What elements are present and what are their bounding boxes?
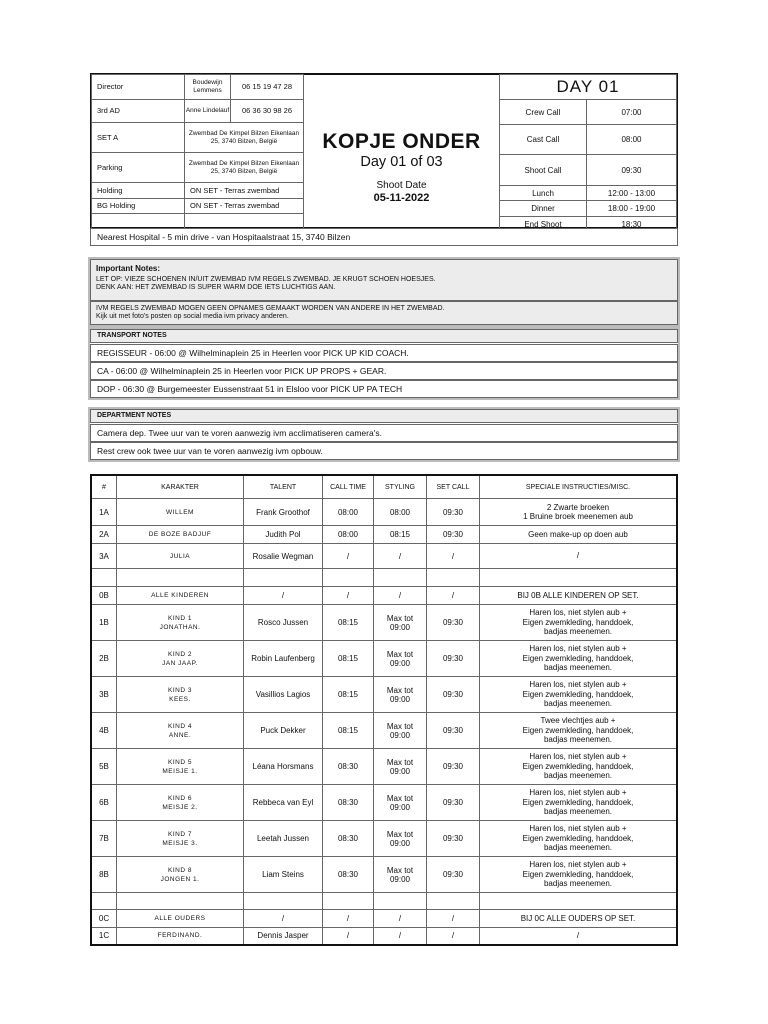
schedule-table [499,74,677,232]
location-value: ON SET - Terras zwembad [185,183,304,199]
contact-row [92,100,304,123]
cast-call-time [323,569,374,587]
cast-call-time: 08:00 [323,526,374,544]
cast-styling: / [374,928,427,945]
contact-phone: 06 15 19 47 28 [231,75,304,100]
cast-talent [244,569,323,587]
cast-character: KIND 1 JONATHAN. [117,605,244,641]
location-value: Zwembad De Kimpel Bilzen Eikenlaan 25, 3740 Bilzen, België [185,153,304,183]
cast-number [91,569,117,587]
important-notes-box-2 [90,301,678,325]
schedule-label: End Shoot [500,217,587,232]
cast-call-time: 08:15 [323,677,374,713]
contact-role: Director [92,75,185,100]
cast-character: KIND 5 MEISJE 1. [117,749,244,785]
cast-number: 2A [91,526,117,544]
title-block [304,74,499,228]
schedule-row [500,125,677,155]
cast-row [91,821,677,857]
cast-styling: Max tot 09:00 [374,677,427,713]
schedule-time: 18:30 [587,217,677,232]
contact-name: Anne Lindelauf [185,100,231,123]
col-header-talent: TALENT [244,475,323,499]
schedule-label: Dinner [500,201,587,217]
cast-header-row [91,475,677,499]
cast-character: JULIA [117,544,244,569]
cast-instructions [480,569,678,587]
cast-character: KIND 4 ANNE. [117,713,244,749]
cast-set-call: 09:30 [427,677,480,713]
cast-instructions: / [480,928,678,945]
production-title: KOPJE ONDER [322,130,481,153]
schedule-label: Cast Call [500,125,587,155]
cast-styling: / [374,910,427,928]
cast-call-time: / [323,928,374,945]
day-label: DAY 01 [500,75,677,100]
cast-character: KIND 7 MEISJE 3. [117,821,244,857]
cast-row [91,785,677,821]
cast-instructions: 2 Zwarte broeken 1 Bruine broek meenemen aub [480,499,678,526]
cast-call-time: 08:15 [323,713,374,749]
cast-row [91,641,677,677]
cast-instructions [480,893,678,910]
cast-instructions: Geen make-up op doen aub [480,526,678,544]
cast-number: 7B [91,821,117,857]
cast-call-time: 08:00 [323,499,374,526]
cast-talent: Rosco Jussen [244,605,323,641]
cast-call-time: 08:30 [323,785,374,821]
cast-talent: / [244,587,323,605]
cast-talent: Frank Groothof [244,499,323,526]
schedule-time: 08:00 [587,125,677,155]
cast-row [91,677,677,713]
cast-row [91,749,677,785]
cast-instructions: BIJ 0B ALLE KINDEREN OP SET. [480,587,678,605]
schedule-time: 09:30 [587,155,677,186]
cast-number: 2B [91,641,117,677]
cast-talent: Rebbeca van Eyl [244,785,323,821]
cast-styling [374,893,427,910]
cast-styling: / [374,587,427,605]
schedule-time: 07:00 [587,100,677,125]
col-header-number: # [91,475,117,499]
cast-character [117,569,244,587]
contact-phone: 06 36 30 98 26 [231,100,304,123]
cast-set-call [427,569,480,587]
cast-talent: / [244,910,323,928]
cast-set-call: 09:30 [427,785,480,821]
cast-call-time: 08:15 [323,641,374,677]
cast-call-time: / [323,910,374,928]
cast-set-call: / [427,544,480,569]
cast-set-call: 09:30 [427,605,480,641]
cast-number: 1C [91,928,117,945]
cast-character: KIND 8 JONGEN 1. [117,857,244,893]
important-note-line: Kijk uit met foto's posten op social media ivm privacy anderen. [96,313,289,320]
important-notes-heading: Important Notes: [96,264,160,273]
cast-row [91,499,677,526]
department-line: Rest crew ook twee uur van te voren aanwezig ivm opbouw. [90,442,678,460]
cast-set-call: / [427,910,480,928]
cast-talent: Rosalie Wegman [244,544,323,569]
cast-character: ALLE OUDERS [117,910,244,928]
schedule-row [500,201,677,217]
shoot-date-label: Shoot Date [376,180,427,191]
cast-set-call: / [427,928,480,945]
cast-number [91,893,117,910]
cast-set-call: 09:30 [427,641,480,677]
location-row [92,183,304,199]
cast-styling [374,569,427,587]
cast-styling: Max tot 09:00 [374,749,427,785]
location-row [92,123,304,153]
schedule-time: 18:00 - 19:00 [587,201,677,217]
cast-instructions: Haren los, niet stylen aub + Eigen zwemkleding, handdoek, badjas meenemen. [480,677,678,713]
cast-call-time: / [323,544,374,569]
contact-name: Boudewijn Lemmens [185,75,231,100]
important-note-line: DENK AAN: HET ZWEMBAD IS SUPER WARM DOE IETS LUCHTIGS AAN. [96,284,336,291]
cast-call-time: / [323,587,374,605]
cast-row [91,569,677,587]
contacts-table [91,74,304,229]
location-value: ON SET - Terras zwembad [185,199,304,214]
cast-number: 6B [91,785,117,821]
col-header-set-call: SET CALL [427,475,480,499]
cast-instructions: Haren los, niet stylen aub + Eigen zwemkleding, handdoek, badjas meenemen. [480,785,678,821]
cast-row [91,526,677,544]
cast-styling: Max tot 09:00 [374,785,427,821]
col-header-instructions: SPECIALE INSTRUCTIES/MISC. [480,475,678,499]
cast-character: ALLE KINDEREN [117,587,244,605]
schedule-time: 12:00 - 13:00 [587,186,677,201]
location-label: Parking [92,153,185,183]
cast-talent: Puck Dekker [244,713,323,749]
cast-talent: Judith Pol [244,526,323,544]
cast-character: WILLEM [117,499,244,526]
cast-instructions: Twee vlechtjes aub + Eigen zwemkleding, handdoek, badjas meenemen. [480,713,678,749]
location-row [92,199,304,214]
cast-styling: Max tot 09:00 [374,821,427,857]
cast-talent: Robin Laufenberg [244,641,323,677]
cast-number: 3A [91,544,117,569]
cast-set-call [427,893,480,910]
cast-table [90,474,678,946]
shoot-date: 05-11-2022 [373,192,430,204]
cast-instructions: Haren los, niet stylen aub + Eigen zwemkleding, handdoek, badjas meenemen. [480,605,678,641]
cast-set-call: 09:30 [427,749,480,785]
cast-row [91,605,677,641]
col-header-character: KARAKTER [117,475,244,499]
location-label: SET A [92,123,185,153]
contact-role: 3rd AD [92,100,185,123]
cast-instructions: BIJ 0C ALLE OUDERS OP SET. [480,910,678,928]
cast-call-time: 08:30 [323,749,374,785]
cast-character: KIND 6 MEISJE 2. [117,785,244,821]
cast-character: DE BOZE BADJUF [117,526,244,544]
contact-row [92,75,304,100]
cast-set-call: 09:30 [427,526,480,544]
important-note-line: LET OP: VIEZE SCHOENEN IN/UIT ZWEMBAD IVM REGELS ZWEMBAD. JE KRUGT SCHOEN HOESJES. [96,276,436,283]
cast-set-call: / [427,587,480,605]
location-label: Holding [92,183,185,199]
cast-character: KIND 2 JAN JAAP. [117,641,244,677]
schedule-row [500,186,677,201]
cast-number: 1A [91,499,117,526]
cast-instructions: / [480,544,678,569]
cast-call-time: 08:15 [323,605,374,641]
cast-call-time: 08:30 [323,821,374,857]
cast-row [91,893,677,910]
cast-number: 3B [91,677,117,713]
cast-character [117,893,244,910]
day-of-label: Day 01 of 03 [360,154,443,170]
cast-character: FERDINAND. [117,928,244,945]
cast-set-call: 09:30 [427,857,480,893]
cast-instructions: Haren los, niet stylen aub + Eigen zwemkleding, handdoek, badjas meenemen. [480,857,678,893]
cast-row [91,928,677,945]
schedule-label: Crew Call [500,100,587,125]
cast-number: 0C [91,910,117,928]
cast-number: 8B [91,857,117,893]
col-header-styling: STYLING [374,475,427,499]
cast-row [91,910,677,928]
cast-styling: / [374,544,427,569]
cast-talent: Vasillios Lagios [244,677,323,713]
department-line: Camera dep. Twee uur van te voren aanwezig ivm acclimatiseren camera's. [90,424,678,442]
cast-styling: 08:00 [374,499,427,526]
cast-styling: Max tot 09:00 [374,857,427,893]
schedule-row [500,155,677,186]
transport-line: DOP - 06:30 @ Burgemeester Eussenstraat 51 in Elsloo voor PICK UP PA TECH [90,380,678,398]
cast-number: 0B [91,587,117,605]
cast-talent: Dennis Jasper [244,928,323,945]
col-header-call-time: CALL TIME [323,475,374,499]
nearest-hospital: Nearest Hospital - 5 min drive - van Hospitaalstraat 15, 3740 Bilzen [90,228,678,246]
important-note-line: IVM REGELS ZWEMBAD MOGEN GEEN OPNAMES GEMAAKT WORDEN VAN ANDERE IN HET ZWEMBAD. [96,305,445,312]
cast-styling: Max tot 09:00 [374,641,427,677]
cast-talent: Leetah Jussen [244,821,323,857]
cast-instructions: Haren los, niet stylen aub + Eigen zwemkleding, handdoek, badjas meenemen. [480,749,678,785]
transport-line: REGISSEUR - 06:00 @ Wilhelminaplein 25 in Heerlen voor PICK UP KID COACH. [90,344,678,362]
schedule-label: Lunch [500,186,587,201]
empty-row [92,214,304,229]
cast-talent: Léana Horsmans [244,749,323,785]
location-label: BG Holding [92,199,185,214]
cast-body [91,499,677,945]
cast-number: 5B [91,749,117,785]
location-row [92,153,304,183]
cast-call-time [323,893,374,910]
cast-row [91,587,677,605]
cast-character: KIND 3 KEES. [117,677,244,713]
cast-set-call: 09:30 [427,821,480,857]
location-value: Zwembad De Kimpel Bilzen Eikenlaan 25, 3740 Bilzen, België [185,123,304,153]
cast-styling: Max tot 09:00 [374,713,427,749]
cast-set-call: 09:30 [427,499,480,526]
cast-number: 4B [91,713,117,749]
schedule-label: Shoot Call [500,155,587,186]
cast-row [91,544,677,569]
cast-talent: Liam Steins [244,857,323,893]
cast-styling: Max tot 09:00 [374,605,427,641]
cast-number: 1B [91,605,117,641]
cast-call-time: 08:30 [323,857,374,893]
cast-styling: 08:15 [374,526,427,544]
cast-row [91,857,677,893]
cast-set-call: 09:30 [427,713,480,749]
schedule-row [500,100,677,125]
transport-line: CA - 06:00 @ Wilhelminaplein 25 in Heerlen voor PICK UP PROPS + GEAR. [90,362,678,380]
cast-instructions: Haren los, niet stylen aub + Eigen zwemkleding, handdoek, badjas meenemen. [480,641,678,677]
important-notes-box [90,259,678,301]
transport-notes-heading: TRANSPORT NOTES [90,329,678,343]
cast-row [91,713,677,749]
department-notes-heading: DEPARTMENT NOTES [90,409,678,423]
cast-talent [244,893,323,910]
cast-instructions: Haren los, niet stylen aub + Eigen zwemkleding, handdoek, badjas meenemen. [480,821,678,857]
